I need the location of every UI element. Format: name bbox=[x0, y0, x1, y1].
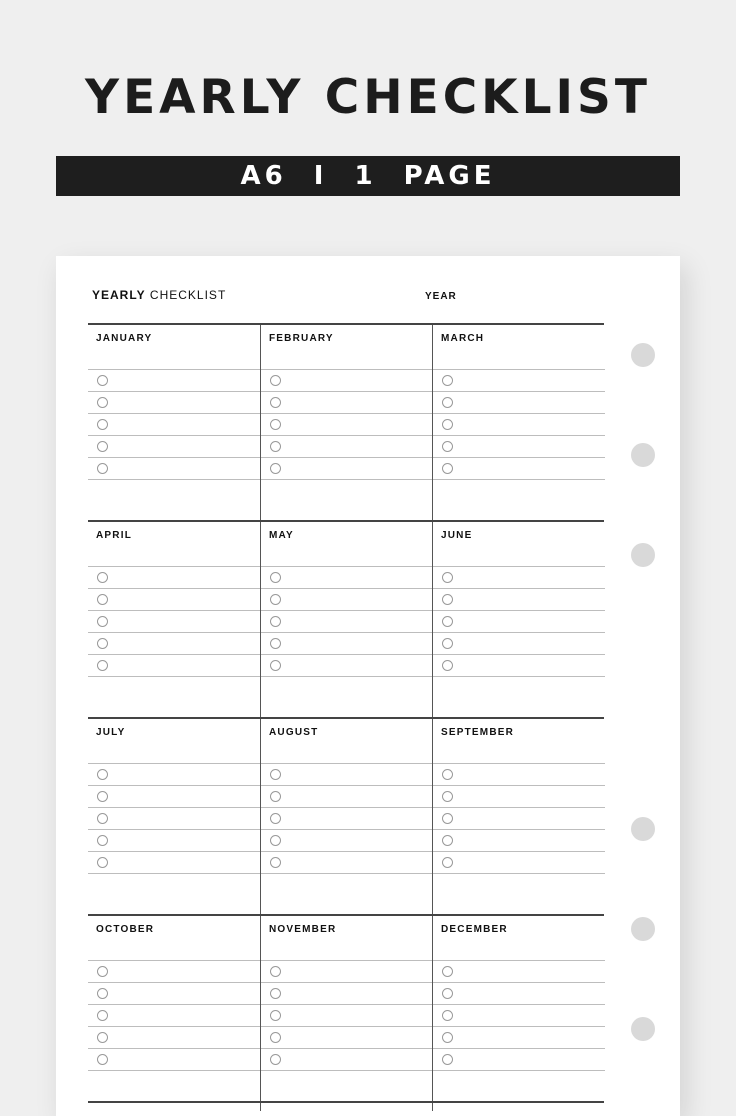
checklist-row[interactable] bbox=[88, 566, 260, 588]
month-name: AUGUST bbox=[269, 727, 319, 738]
checkbox-circle-icon[interactable] bbox=[97, 1010, 108, 1021]
checklist-row[interactable] bbox=[88, 829, 260, 851]
month-name: MAY bbox=[269, 530, 294, 541]
year-label: YEAR bbox=[425, 291, 457, 302]
checkbox-circle-icon[interactable] bbox=[270, 769, 281, 780]
checklist-row[interactable] bbox=[433, 1048, 605, 1071]
checklist-row[interactable] bbox=[433, 413, 605, 435]
checkbox-circle-icon[interactable] bbox=[270, 375, 281, 386]
checkbox-circle-icon[interactable] bbox=[442, 1054, 453, 1065]
checklist-row[interactable] bbox=[88, 1026, 260, 1048]
size-banner: A6 I 1 PAGE bbox=[56, 156, 680, 196]
checklist-row[interactable] bbox=[433, 610, 605, 632]
checklist-row[interactable] bbox=[261, 369, 433, 391]
checkbox-circle-icon[interactable] bbox=[97, 375, 108, 386]
checkbox-circle-icon[interactable] bbox=[270, 419, 281, 430]
month-name: NOVEMBER bbox=[269, 924, 337, 935]
sheet-title-rest: CHECKLIST bbox=[149, 288, 227, 302]
checkbox-circle-icon[interactable] bbox=[270, 463, 281, 474]
checkbox-circle-icon[interactable] bbox=[270, 1032, 281, 1043]
checkbox-circle-icon[interactable] bbox=[97, 594, 108, 605]
checklist-row[interactable] bbox=[433, 807, 605, 829]
checkbox-circle-icon[interactable] bbox=[442, 660, 453, 671]
month-block bbox=[88, 323, 604, 520]
main-title: YEARLY CHECKLIST bbox=[85, 70, 651, 125]
checklist-row[interactable] bbox=[261, 566, 433, 588]
checklist-rows bbox=[88, 566, 260, 677]
checklist-row[interactable] bbox=[261, 457, 433, 480]
checklist-rows bbox=[433, 960, 605, 1071]
checklist-row[interactable] bbox=[88, 435, 260, 457]
checklist-row[interactable] bbox=[261, 829, 433, 851]
month-column bbox=[260, 325, 433, 520]
checklist-row[interactable] bbox=[88, 391, 260, 413]
checklist-row[interactable] bbox=[433, 960, 605, 982]
checkbox-circle-icon[interactable] bbox=[97, 966, 108, 977]
sheet-title-bold: YEARLY bbox=[92, 288, 146, 302]
checkbox-circle-icon[interactable] bbox=[442, 988, 453, 999]
checkbox-circle-icon[interactable] bbox=[270, 397, 281, 408]
checkbox-circle-icon[interactable] bbox=[270, 660, 281, 671]
checklist-row[interactable] bbox=[261, 785, 433, 807]
checkbox-circle-icon[interactable] bbox=[270, 441, 281, 452]
checklist-row[interactable] bbox=[88, 1004, 260, 1026]
checklist-row[interactable] bbox=[88, 457, 260, 480]
checklist-row[interactable] bbox=[88, 610, 260, 632]
ring-hole-icon bbox=[631, 543, 655, 567]
checklist-row[interactable] bbox=[433, 391, 605, 413]
checklist-rows bbox=[433, 763, 605, 874]
checklist-row[interactable] bbox=[261, 413, 433, 435]
checklist-row[interactable] bbox=[433, 851, 605, 874]
month-name: JUNE bbox=[441, 530, 473, 541]
ring-hole-icon bbox=[631, 917, 655, 941]
checkbox-circle-icon[interactable] bbox=[97, 988, 108, 999]
checkbox-circle-icon[interactable] bbox=[97, 835, 108, 846]
ring-hole-icon bbox=[631, 343, 655, 367]
checklist-row[interactable] bbox=[433, 588, 605, 610]
checkbox-circle-icon[interactable] bbox=[97, 397, 108, 408]
ring-hole-icon bbox=[631, 1017, 655, 1041]
checklist-row[interactable] bbox=[88, 851, 260, 874]
checkbox-circle-icon[interactable] bbox=[270, 835, 281, 846]
checkbox-circle-icon[interactable] bbox=[442, 375, 453, 386]
checkbox-circle-icon[interactable] bbox=[270, 966, 281, 977]
checklist-row[interactable] bbox=[88, 785, 260, 807]
checklist-row[interactable] bbox=[88, 1048, 260, 1071]
checkbox-circle-icon[interactable] bbox=[270, 988, 281, 999]
bottom-rule bbox=[88, 1101, 604, 1103]
checklist-rows bbox=[261, 960, 433, 1071]
checkbox-circle-icon[interactable] bbox=[442, 419, 453, 430]
ring-hole-icon bbox=[631, 443, 655, 467]
checkbox-circle-icon[interactable] bbox=[270, 813, 281, 824]
checkbox-circle-icon[interactable] bbox=[270, 572, 281, 583]
checklist-row[interactable] bbox=[261, 1026, 433, 1048]
month-column bbox=[432, 719, 605, 914]
checklist-rows bbox=[88, 960, 260, 1071]
checkbox-circle-icon[interactable] bbox=[442, 397, 453, 408]
month-name: DECEMBER bbox=[441, 924, 508, 935]
checklist-row[interactable] bbox=[261, 1048, 433, 1071]
checkbox-circle-icon[interactable] bbox=[97, 1032, 108, 1043]
checkbox-circle-icon[interactable] bbox=[97, 791, 108, 802]
checkbox-circle-icon[interactable] bbox=[442, 638, 453, 649]
checklist-row[interactable] bbox=[261, 435, 433, 457]
checklist-row[interactable] bbox=[261, 982, 433, 1004]
checklist-row[interactable] bbox=[88, 632, 260, 654]
checklist-row[interactable] bbox=[261, 1004, 433, 1026]
checkbox-circle-icon[interactable] bbox=[442, 1010, 453, 1021]
checklist-row[interactable] bbox=[261, 391, 433, 413]
month-column bbox=[432, 325, 605, 520]
checkbox-circle-icon[interactable] bbox=[442, 857, 453, 868]
checklist-row[interactable] bbox=[261, 960, 433, 982]
month-name: SEPTEMBER bbox=[441, 727, 515, 738]
checkbox-circle-icon[interactable] bbox=[97, 572, 108, 583]
checklist-row[interactable] bbox=[88, 982, 260, 1004]
month-name: FEBRUARY bbox=[269, 333, 334, 344]
checkbox-circle-icon[interactable] bbox=[442, 791, 453, 802]
checklist-row[interactable] bbox=[261, 807, 433, 829]
checklist-row[interactable] bbox=[433, 632, 605, 654]
checklist-row[interactable] bbox=[261, 588, 433, 610]
checklist-row[interactable] bbox=[433, 982, 605, 1004]
checklist-rows bbox=[433, 566, 605, 677]
checkbox-circle-icon[interactable] bbox=[442, 616, 453, 627]
month-column bbox=[88, 522, 260, 717]
checkbox-circle-icon[interactable] bbox=[442, 441, 453, 452]
checklist-row[interactable] bbox=[88, 413, 260, 435]
checkbox-circle-icon[interactable] bbox=[270, 594, 281, 605]
month-grid bbox=[88, 323, 604, 1111]
checklist-row[interactable] bbox=[88, 369, 260, 391]
month-column bbox=[432, 522, 605, 717]
checklist-rows bbox=[433, 369, 605, 480]
ring-hole-icon bbox=[631, 817, 655, 841]
checkbox-circle-icon[interactable] bbox=[97, 638, 108, 649]
month-column bbox=[260, 719, 433, 914]
checkbox-circle-icon[interactable] bbox=[270, 616, 281, 627]
checkbox-circle-icon[interactable] bbox=[442, 572, 453, 583]
checkbox-circle-icon[interactable] bbox=[442, 813, 453, 824]
checklist-rows bbox=[261, 369, 433, 480]
month-name: APRIL bbox=[96, 530, 132, 541]
month-column bbox=[260, 916, 433, 1111]
checkbox-circle-icon[interactable] bbox=[442, 463, 453, 474]
checklist-row[interactable] bbox=[261, 763, 433, 785]
month-column bbox=[88, 325, 260, 520]
checkbox-circle-icon[interactable] bbox=[442, 1032, 453, 1043]
month-column bbox=[432, 916, 605, 1111]
checklist-row[interactable] bbox=[261, 851, 433, 874]
checklist-rows bbox=[88, 369, 260, 480]
month-name: JANUARY bbox=[96, 333, 153, 344]
month-column bbox=[260, 522, 433, 717]
checklist-row[interactable] bbox=[433, 829, 605, 851]
checklist-row[interactable] bbox=[433, 457, 605, 480]
month-block bbox=[88, 914, 604, 1111]
checkbox-circle-icon[interactable] bbox=[97, 419, 108, 430]
checklist-row[interactable] bbox=[261, 610, 433, 632]
checklist-row[interactable] bbox=[433, 763, 605, 785]
checklist-row[interactable] bbox=[433, 435, 605, 457]
checkbox-circle-icon[interactable] bbox=[97, 660, 108, 671]
checklist-row[interactable] bbox=[433, 1026, 605, 1048]
checklist-rows bbox=[261, 566, 433, 677]
month-column bbox=[88, 916, 260, 1111]
month-block bbox=[88, 717, 604, 914]
checkbox-circle-icon[interactable] bbox=[442, 966, 453, 977]
checklist-row[interactable] bbox=[433, 566, 605, 588]
checkbox-circle-icon[interactable] bbox=[97, 441, 108, 452]
month-column bbox=[88, 719, 260, 914]
checkbox-circle-icon[interactable] bbox=[270, 857, 281, 868]
month-name: JULY bbox=[96, 727, 126, 738]
checkbox-circle-icon[interactable] bbox=[97, 857, 108, 868]
checklist-row[interactable] bbox=[88, 960, 260, 982]
checklist-row[interactable] bbox=[88, 807, 260, 829]
checkbox-circle-icon[interactable] bbox=[97, 813, 108, 824]
checklist-row[interactable] bbox=[261, 632, 433, 654]
checkbox-circle-icon[interactable] bbox=[97, 463, 108, 474]
checklist-row[interactable] bbox=[261, 654, 433, 677]
checklist-row[interactable] bbox=[88, 588, 260, 610]
checkbox-circle-icon[interactable] bbox=[442, 769, 453, 780]
checklist-row[interactable] bbox=[433, 785, 605, 807]
checkbox-circle-icon[interactable] bbox=[97, 1054, 108, 1065]
checklist-row[interactable] bbox=[88, 654, 260, 677]
checkbox-circle-icon[interactable] bbox=[270, 1054, 281, 1065]
month-name: OCTOBER bbox=[96, 924, 155, 935]
month-block bbox=[88, 520, 604, 717]
checkbox-circle-icon[interactable] bbox=[270, 638, 281, 649]
checklist-row[interactable] bbox=[433, 369, 605, 391]
checklist-rows bbox=[261, 763, 433, 874]
month-name: MARCH bbox=[441, 333, 485, 344]
sheet-title bbox=[92, 288, 226, 302]
checkbox-circle-icon[interactable] bbox=[270, 1010, 281, 1021]
checklist-rows bbox=[88, 763, 260, 874]
checklist-row[interactable] bbox=[88, 763, 260, 785]
checkbox-circle-icon[interactable] bbox=[442, 594, 453, 605]
checkbox-circle-icon[interactable] bbox=[270, 791, 281, 802]
checklist-row[interactable] bbox=[433, 1004, 605, 1026]
checkbox-circle-icon[interactable] bbox=[97, 769, 108, 780]
checkbox-circle-icon[interactable] bbox=[442, 835, 453, 846]
checkbox-circle-icon[interactable] bbox=[97, 616, 108, 627]
checklist-row[interactable] bbox=[433, 654, 605, 677]
